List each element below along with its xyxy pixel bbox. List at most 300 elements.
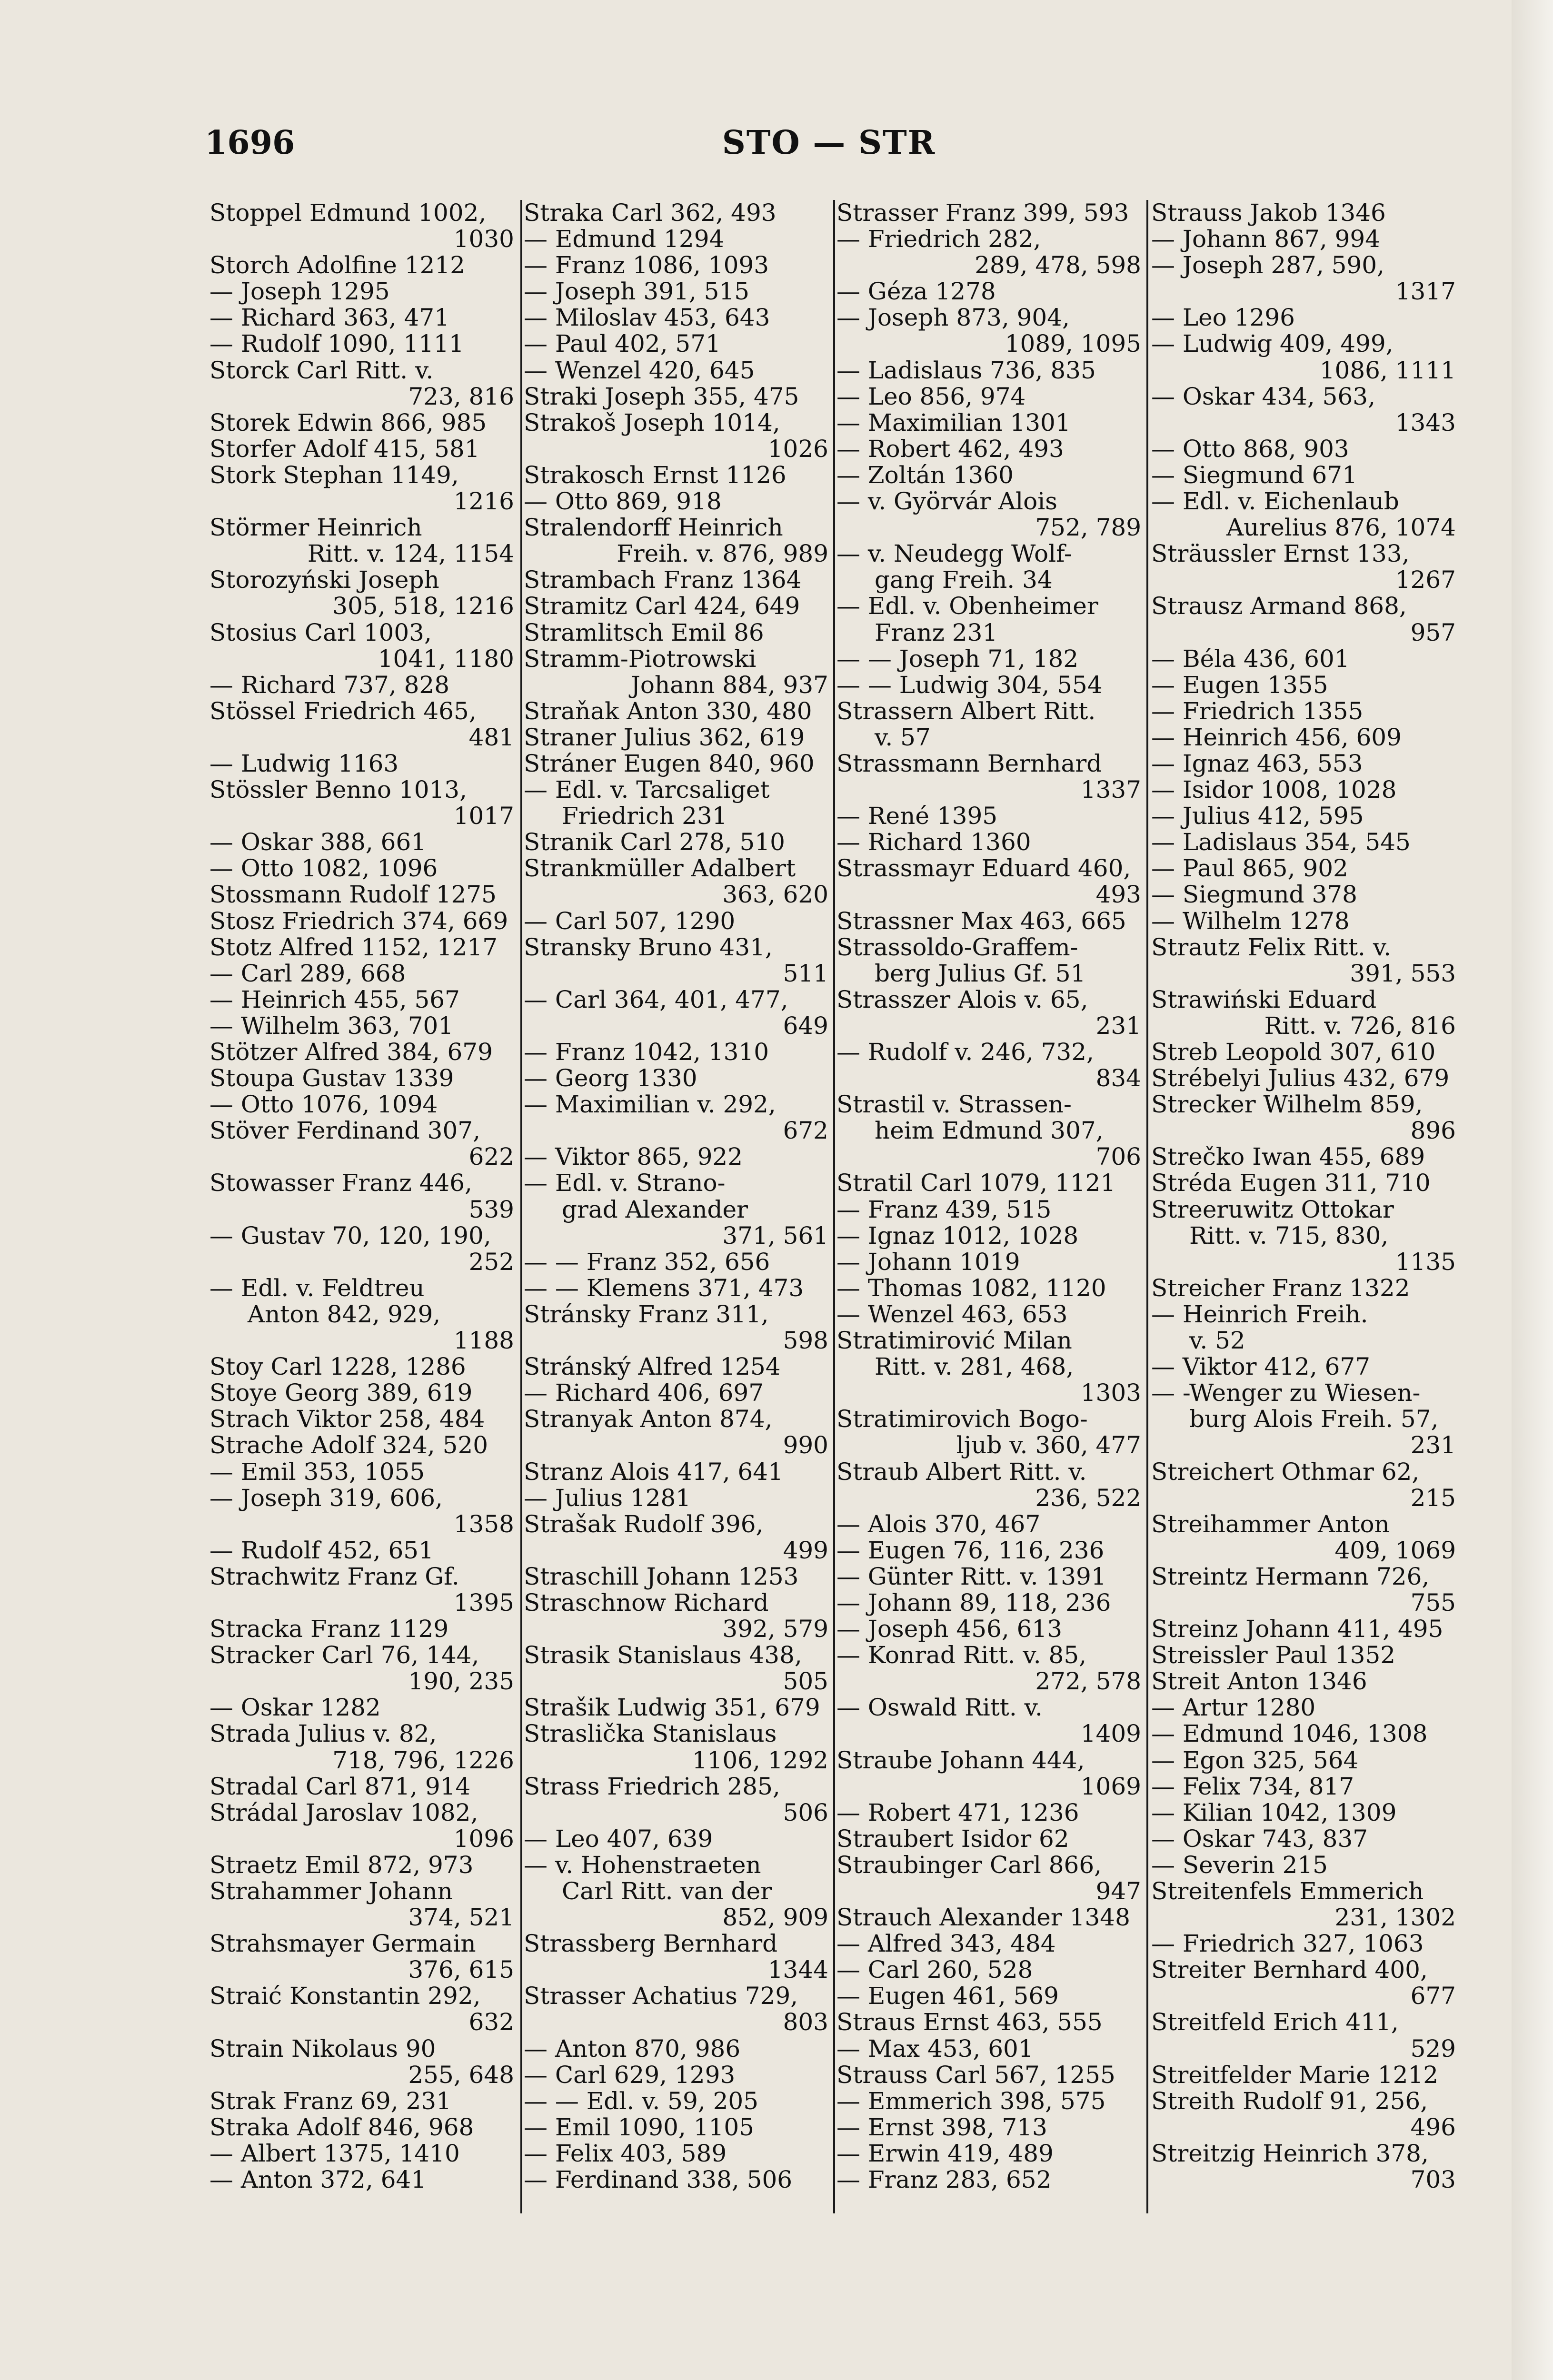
entry-name-line: Stránský Alfred 1254 [524, 1353, 781, 1381]
directory-entry [836, 1301, 1141, 1328]
entry-name-line: — Maximilian v. 292, [524, 1091, 776, 1119]
directory-entry [524, 1852, 828, 1931]
entry-name-line: Stosius Carl 1003, [209, 618, 432, 646]
directory-entry [524, 934, 828, 987]
directory-entry [1151, 1747, 1456, 1774]
entry-name-line: Sträussler Ernst 133, [1151, 540, 1410, 568]
entry-name-line: — Otto 869, 918 [524, 487, 722, 516]
entry-name-line: — -Wenger zu Wiesen- [1151, 1379, 1421, 1407]
entry-name-line: — — Ludwig 304, 554 [836, 671, 1103, 699]
directory-entry [1151, 1878, 1456, 1931]
directory-entry [524, 1721, 828, 1773]
directory-entry [836, 1590, 1141, 1616]
entry-continuation-line: 236, 522 [1035, 1484, 1141, 1512]
directory-entry [524, 1511, 828, 1564]
directory-entry [209, 1354, 514, 1380]
directory-entry [836, 1747, 1141, 1800]
entry-name-line: Streitenfels Emmerich [1151, 1877, 1424, 1905]
directory-entry [836, 1931, 1141, 1957]
entry-name-line: Streinz Johann 411, 495 [1151, 1615, 1443, 1643]
directory-entry [209, 2114, 514, 2141]
entry-continuation-line: 632 [468, 2008, 514, 2036]
directory-entry [1151, 1800, 1456, 1826]
entry-name-line: — Heinrich Freih. [1151, 1300, 1368, 1328]
directory-entry [1151, 908, 1456, 934]
entry-name-line: Strébelyi Julius 432, 679 [1151, 1064, 1450, 1092]
directory-entry [1151, 2062, 1456, 2088]
entry-name-line: — Edl. v. Feldtreu [209, 1274, 425, 1302]
entry-name-line: Straubert Isidor 62 [836, 1825, 1069, 1853]
entry-continuation-line: 1069 [1080, 1772, 1141, 1800]
directory-entry [524, 1642, 828, 1695]
directory-entry [209, 462, 514, 515]
directory-entry [209, 1459, 514, 1485]
directory-entry [1151, 1091, 1456, 1144]
entry-name-line: Strádal Jaroslav 1082, [209, 1798, 478, 1826]
entry-continuation-line: 1344 [767, 1956, 828, 1984]
directory-entry [836, 1275, 1141, 1301]
entry-continuation-line: Anton 842, 929, [248, 1300, 441, 1328]
directory-entry [209, 961, 514, 987]
entry-name-line: — Paul 402, 571 [524, 330, 721, 358]
entry-name-line: Strachwitz Franz Gf. [209, 1562, 459, 1590]
entry-continuation-line: 1343 [1395, 408, 1456, 436]
directory-entry [836, 357, 1141, 384]
entry-name-line: Strassoldo-Graffem- [836, 933, 1078, 961]
directory-entry [836, 855, 1141, 908]
entry-name-line: Strassmayr Eduard 460, [836, 854, 1131, 883]
directory-entry [1151, 462, 1456, 488]
entry-continuation-line: v. 57 [875, 723, 931, 751]
entry-continuation-line: heim Edmund 307, [875, 1117, 1104, 1145]
entry-continuation-line: 755 [1410, 1588, 1456, 1616]
entry-name-line: — — Joseph 71, 182 [836, 645, 1079, 673]
directory-entry [209, 515, 514, 567]
entry-name-line: — Siegmund 378 [1151, 881, 1357, 909]
directory-entry [836, 751, 1141, 803]
entry-name-line: — Joseph 287, 590, [1151, 251, 1384, 279]
directory-entry [524, 1275, 828, 1301]
directory-entry [1151, 777, 1456, 803]
directory-entry [524, 1091, 828, 1144]
directory-entry [209, 620, 514, 672]
entry-name-line: Streitzig Heinrich 378, [1151, 2139, 1429, 2167]
directory-entry [524, 2141, 828, 2167]
entry-continuation-line: 957 [1410, 618, 1456, 646]
entry-name-line: — — Franz 352, 656 [524, 1248, 770, 1276]
entry-name-line: — Franz 1042, 1310 [524, 1038, 769, 1066]
directory-entry [209, 1223, 514, 1275]
entry-name-line: — Wilhelm 1278 [1151, 907, 1350, 935]
entry-name-line: — v. Neudegg Wolf- [836, 540, 1072, 568]
entry-name-line: — Heinrich 455, 567 [209, 985, 460, 1013]
directory-entry [836, 1039, 1141, 1091]
entry-name-line: — Günter Ritt. v. 1391 [836, 1562, 1106, 1590]
directory-entry [1151, 593, 1456, 645]
directory-entry [209, 1695, 514, 1721]
entry-name-line: — Carl 629, 1293 [524, 2061, 736, 2089]
entry-name-line: — Carl 364, 401, 477, [524, 985, 788, 1013]
directory-entry [209, 1039, 514, 1065]
directory-entry [1151, 1668, 1456, 1695]
directory-entry [1151, 2141, 1456, 2193]
directory-entry [209, 987, 514, 1013]
entry-continuation-line: 539 [468, 1195, 514, 1223]
directory-entry [524, 620, 828, 646]
directory-entry [1151, 882, 1456, 908]
running-head: STO — STR [722, 124, 936, 162]
entry-name-line: Strassner Max 463, 665 [836, 907, 1126, 935]
entry-name-line: — Franz 283, 652 [836, 2166, 1052, 2194]
directory-entry [209, 672, 514, 698]
entry-name-line: — Thomas 1082, 1120 [836, 1274, 1106, 1302]
directory-entry [524, 1485, 828, 1511]
entry-name-line: Stradal Carl 871, 914 [209, 1772, 471, 1800]
directory-entry [524, 1826, 828, 1852]
entry-name-line: — Rudolf 1090, 1111 [209, 330, 464, 358]
entry-name-line: — Rudolf v. 246, 732, [836, 1038, 1094, 1066]
entry-name-line: Streb Leopold 307, 610 [1151, 1038, 1436, 1066]
entry-continuation-line: Ritt. v. 715, 830, [1189, 1221, 1389, 1250]
entry-continuation-line: 649 [783, 1012, 828, 1040]
directory-entry [524, 908, 828, 934]
entry-continuation-line: 392, 579 [722, 1615, 828, 1643]
directory-entry [836, 410, 1141, 436]
entry-name-line: — Robert 462, 493 [836, 435, 1064, 463]
entry-continuation-line: 409, 1069 [1334, 1536, 1456, 1564]
entry-name-line: — Felix 403, 589 [524, 2139, 727, 2167]
entry-continuation-line: 371, 561 [722, 1221, 828, 1250]
directory-entry [524, 278, 828, 305]
directory-entry [836, 1695, 1141, 1747]
entry-continuation-line: 1017 [453, 802, 514, 830]
entry-name-line: Strahammer Johann [209, 1877, 453, 1905]
directory-entry [836, 2167, 1141, 2193]
directory-entry [524, 1144, 828, 1170]
entry-continuation-line: 1188 [453, 1327, 514, 1355]
entry-name-line: Streicher Franz 1322 [1151, 1274, 1410, 1302]
directory-entry [524, 646, 828, 698]
entry-name-line: — v. Hohenstraeten [524, 1851, 761, 1879]
directory-entry [1151, 751, 1456, 777]
entry-name-line: Strasser Franz 399, 593 [836, 199, 1129, 227]
entry-name-line: Strambach Franz 1364 [524, 566, 802, 594]
entry-name-line: Streissler Paul 1352 [1151, 1641, 1396, 1669]
directory-entry [209, 1485, 514, 1537]
entry-name-line: Strausz Armand 868, [1151, 592, 1407, 620]
entry-continuation-line: 718, 796, 1226 [332, 1746, 514, 1774]
entry-name-line: — Erwin 419, 489 [836, 2139, 1054, 2167]
entry-name-line: Straňak Anton 330, 480 [524, 697, 812, 725]
entry-name-line: Stöver Ferdinand 307, [209, 1117, 480, 1145]
directory-entry [1151, 803, 1456, 829]
entry-name-line: Stranik Carl 278, 510 [524, 828, 785, 856]
entry-continuation-line: 215 [1410, 1484, 1456, 1512]
directory-entry [209, 1380, 514, 1406]
directory-entry [836, 200, 1141, 226]
entry-name-line: — Franz 439, 515 [836, 1195, 1052, 1223]
entry-name-line: — Béla 436, 601 [1151, 645, 1350, 673]
entry-continuation-line: 1089, 1095 [1005, 330, 1141, 358]
entry-name-line: — Isidor 1008, 1028 [1151, 776, 1397, 804]
directory-entry [1151, 855, 1456, 882]
directory-entry [836, 226, 1141, 278]
directory-entry [1151, 698, 1456, 724]
directory-entry [524, 1301, 828, 1354]
directory-entry [524, 410, 828, 462]
entry-continuation-line: 1358 [453, 1510, 514, 1538]
entry-name-line: — Richard 1360 [836, 828, 1031, 856]
directory-entry [209, 698, 514, 751]
directory-entry [209, 2036, 514, 2088]
entry-name-line: Stranz Alois 417, 641 [524, 1458, 783, 1486]
entry-continuation-line: 506 [783, 1798, 828, 1826]
entry-name-line: — Edl. v. Strano- [524, 1169, 726, 1197]
entry-continuation-line: 481 [468, 723, 514, 751]
directory-entry [209, 567, 514, 619]
entry-name-line: — Heinrich 456, 609 [1151, 723, 1402, 751]
directory-entry [524, 1774, 828, 1826]
entry-name-line: — Oswald Ritt. v. [836, 1694, 1043, 1722]
directory-entry [1151, 252, 1456, 305]
entry-name-line: Storfer Adolf 415, 581 [209, 435, 480, 463]
entry-continuation-line: 255, 648 [408, 2061, 514, 2089]
directory-entry [524, 2036, 828, 2062]
entry-continuation-line: 391, 553 [1350, 959, 1456, 987]
entry-continuation-line: 252 [468, 1248, 514, 1276]
entry-continuation-line: 1303 [1080, 1379, 1141, 1407]
entry-name-line: — Joseph 319, 606, [209, 1484, 443, 1512]
directory-entry [209, 436, 514, 462]
directory-entry [1151, 724, 1456, 751]
entry-name-line: — Carl 289, 668 [209, 959, 406, 987]
directory-entry [836, 987, 1141, 1039]
entry-name-line: — Edmund 1294 [524, 225, 725, 253]
entry-continuation-line: v. 52 [1189, 1327, 1245, 1355]
directory-entry [1151, 1144, 1456, 1170]
entry-continuation-line: 363, 620 [722, 881, 828, 909]
directory-entry [524, 305, 828, 331]
entry-name-line: Stramitz Carl 424, 649 [524, 592, 800, 620]
entry-continuation-line: 896 [1410, 1117, 1456, 1145]
entry-name-line: Strautz Felix Ritt. v. [1151, 933, 1392, 961]
entry-name-line: Straus Ernst 463, 555 [836, 2008, 1103, 2036]
entry-continuation-line: 1409 [1080, 1720, 1141, 1748]
entry-name-line: Straube Johann 444, [836, 1746, 1085, 1774]
directory-entry [524, 1459, 828, 1485]
entry-continuation-line: grad Alexander [562, 1195, 748, 1223]
entry-continuation-line: 1216 [453, 487, 514, 516]
directory-entry [209, 357, 514, 410]
entry-name-line: — Franz 1086, 1093 [524, 251, 769, 279]
directory-entry [836, 1852, 1141, 1904]
entry-name-line: Straschill Johann 1253 [524, 1562, 799, 1590]
directory-entry [1151, 331, 1456, 383]
entry-name-line: — Siegmund 671 [1151, 461, 1357, 489]
entry-name-line: Straka Adolf 846, 968 [209, 2113, 474, 2141]
entry-name-line: Stötzer Alfred 384, 679 [209, 1038, 493, 1066]
entry-name-line: — Ludwig 1163 [209, 749, 399, 777]
name-column-2 [524, 200, 828, 2213]
directory-entry [209, 1406, 514, 1432]
entry-name-line: Storek Edwin 866, 985 [209, 408, 487, 436]
entry-name-line: — Artur 1280 [1151, 1694, 1316, 1722]
entry-name-line: — Richard 737, 828 [209, 671, 450, 699]
entry-name-line: — Eugen 461, 569 [836, 1982, 1059, 2010]
entry-name-line: Stowasser Franz 446, [209, 1169, 472, 1197]
entry-continuation-line: 1041, 1180 [378, 645, 514, 673]
entry-continuation-line: Johann 884, 937 [630, 671, 828, 699]
entry-name-line: — Wilhelm 363, 701 [209, 1012, 454, 1040]
entry-continuation-line: Freih. v. 876, 989 [617, 540, 828, 568]
directory-entry [524, 1564, 828, 1590]
entry-name-line: Streitfelder Marie 1212 [1151, 2061, 1439, 2089]
directory-entry [524, 1065, 828, 1091]
entry-name-line: Stratimirovich Bogo- [836, 1405, 1088, 1433]
directory-entry [1151, 934, 1456, 987]
directory-entry [209, 751, 514, 777]
entry-name-line: — Ferdinand 338, 506 [524, 2166, 793, 2194]
directory-entry [524, 226, 828, 252]
directory-entry [524, 357, 828, 384]
entry-continuation-line: 376, 615 [408, 1956, 514, 1984]
entry-name-line: — Konrad Ritt. v. 85, [836, 1641, 1087, 1669]
entry-continuation-line: Aurelius 876, 1074 [1226, 514, 1456, 542]
entry-name-line: Stránsky Franz 311, [524, 1300, 769, 1328]
entry-name-line: Stoye Georg 389, 619 [209, 1379, 473, 1407]
directory-entry [836, 2062, 1141, 2088]
entry-name-line: Strauch Alexander 1348 [836, 1904, 1130, 1932]
directory-entry [836, 829, 1141, 855]
entry-continuation-line: 272, 578 [1035, 1667, 1141, 1696]
directory-entry [209, 1013, 514, 1039]
entry-continuation-line: 703 [1410, 2166, 1456, 2194]
entry-name-line: — Oskar 743, 837 [1151, 1825, 1368, 1853]
entry-name-line: — Julius 1281 [524, 1484, 691, 1512]
entry-name-line: Straschnow Richard [524, 1588, 769, 1616]
directory-entry [1151, 1695, 1456, 1721]
entry-name-line: — Paul 865, 902 [1151, 854, 1348, 883]
directory-entry [1151, 987, 1456, 1039]
directory-entry [524, 2062, 828, 2088]
directory-entry [524, 2167, 828, 2193]
entry-name-line: Stracka Franz 1129 [209, 1615, 449, 1643]
entry-name-line: — Emil 1090, 1105 [524, 2113, 754, 2141]
directory-entry [209, 1065, 514, 1091]
directory-entry [1151, 1511, 1456, 1564]
directory-entry [1151, 1301, 1456, 1354]
directory-entry [836, 1459, 1141, 1511]
directory-entry [836, 488, 1141, 541]
directory-entry [1151, 1197, 1456, 1275]
directory-entry [524, 384, 828, 410]
entry-name-line: — v. Györvár Alois [836, 487, 1057, 516]
entry-name-line: — Wenzel 463, 653 [836, 1300, 1068, 1328]
directory-entry [836, 1170, 1141, 1196]
entry-name-line: — Severin 215 [1151, 1851, 1328, 1879]
entry-name-line: Strasser Achatius 729, [524, 1982, 798, 2010]
entry-continuation-line: 499 [783, 1536, 828, 1564]
directory-entry [836, 1800, 1141, 1826]
directory-entry [836, 2114, 1141, 2141]
entry-name-line: Stosz Friedrich 374, 669 [209, 907, 508, 935]
entry-name-line: Straka Carl 362, 493 [524, 199, 776, 227]
directory-entry [209, 1721, 514, 1773]
directory-entry [1151, 488, 1456, 541]
directory-entry [836, 462, 1141, 488]
entry-name-line: — Friedrich 327, 1063 [1151, 1930, 1424, 1958]
entry-continuation-line: 706 [1095, 1143, 1141, 1171]
directory-entry [1151, 1931, 1456, 1957]
entry-name-line: Straki Joseph 355, 475 [524, 382, 799, 410]
entry-name-line: — Albert 1375, 1410 [209, 2139, 460, 2167]
directory-entry [209, 777, 514, 829]
directory-entry [836, 2141, 1141, 2167]
entry-name-line: Stráner Eugen 840, 960 [524, 749, 815, 777]
entry-name-line: Strankmüller Adalbert [524, 854, 796, 883]
directory-entry [836, 1511, 1141, 1537]
entry-name-line: Stössler Benno 1013, [209, 776, 468, 804]
directory-entry [524, 1590, 828, 1642]
entry-name-line: — — Edl. v. 59, 205 [524, 2087, 759, 2115]
entry-name-line: — Otto 1082, 1096 [209, 854, 438, 883]
entry-name-line: Strasszer Alois v. 65, [836, 985, 1088, 1013]
directory-entry [209, 1275, 514, 1354]
entry-name-line: Stoy Carl 1228, 1286 [209, 1353, 466, 1381]
entry-name-line: — Emil 353, 1055 [209, 1458, 425, 1486]
directory-entry [209, 1432, 514, 1458]
entry-continuation-line: 493 [1095, 881, 1141, 909]
name-column-4 [1151, 200, 1456, 2213]
directory-entry [209, 1537, 514, 1564]
entry-name-line: — Johann 1019 [836, 1248, 1020, 1276]
entry-name-line: — Leo 407, 639 [524, 1825, 713, 1853]
entry-continuation-line: gang Freih. 34 [875, 566, 1053, 594]
name-column-1 [209, 200, 514, 2213]
directory-entry [209, 1931, 514, 1983]
directory-entry [524, 829, 828, 855]
directory-entry [209, 1616, 514, 1642]
entry-name-line: — Otto 1076, 1094 [209, 1091, 438, 1119]
page-edge [1512, 0, 1553, 2380]
entry-continuation-line: 305, 518, 1216 [332, 592, 514, 620]
entry-name-line: — Richard 406, 697 [524, 1379, 764, 1407]
directory-entry [524, 2088, 828, 2114]
page-number: 1696 [205, 124, 295, 162]
entry-name-line: Stramm-Piotrowski [524, 645, 757, 673]
entry-name-line: — Egon 325, 564 [1151, 1746, 1359, 1774]
entry-name-line: Stransky Bruno 431, [524, 933, 773, 961]
directory-entry [1151, 646, 1456, 672]
directory-entry [209, 882, 514, 908]
entry-name-line: — Géza 1278 [836, 278, 996, 306]
directory-entry [1151, 1642, 1456, 1668]
entry-name-line: — Emmerich 398, 575 [836, 2087, 1106, 2115]
directory-entry [524, 1931, 828, 1983]
entry-name-line: Stracker Carl 76, 144, [209, 1641, 479, 1669]
entry-name-line: Stork Stephan 1149, [209, 461, 459, 489]
entry-continuation-line: 752, 789 [1035, 514, 1141, 542]
directory-entry [836, 2009, 1141, 2035]
directory-entry [1151, 1721, 1456, 1747]
directory-entry [836, 1537, 1141, 1564]
entry-name-line: — Miloslav 453, 643 [524, 304, 770, 332]
directory-entry [836, 1249, 1141, 1275]
directory-entry [209, 1170, 514, 1222]
directory-entry [1151, 1039, 1456, 1065]
directory-entry [1151, 672, 1456, 698]
directory-entry [836, 2088, 1141, 2114]
